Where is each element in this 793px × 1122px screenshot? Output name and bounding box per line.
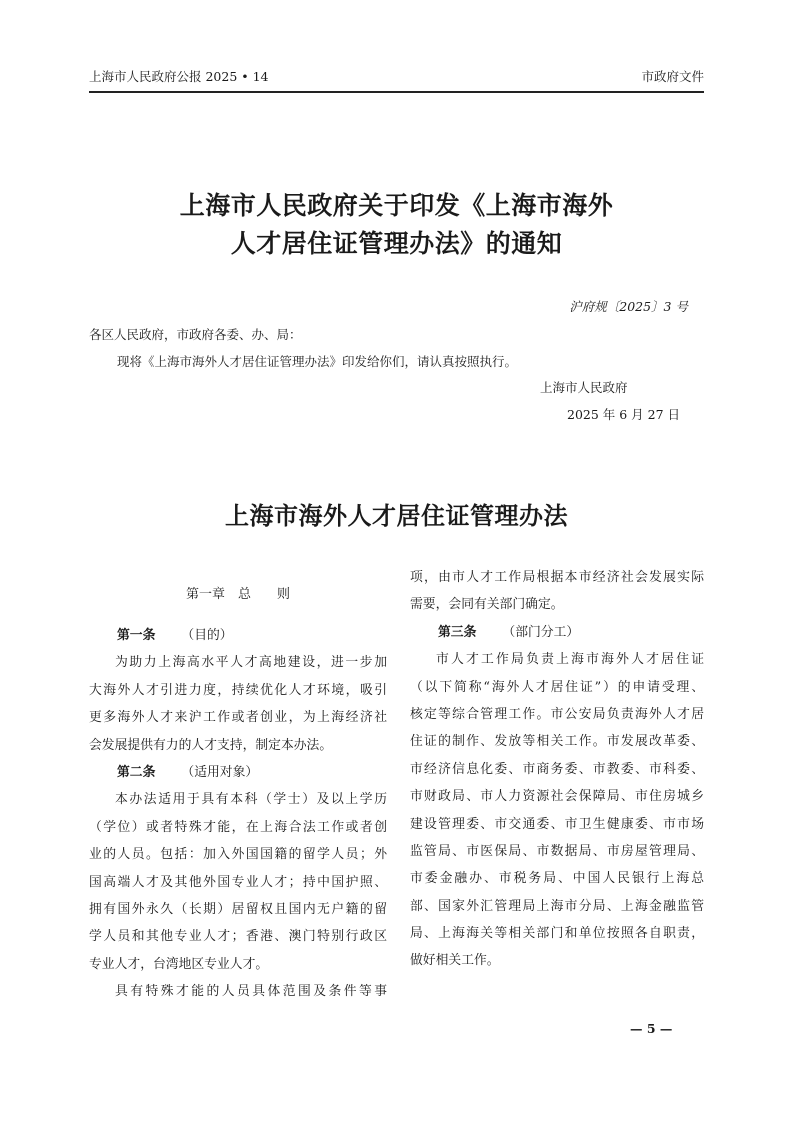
text-line: 为助力上海高水平人才高地建设，进一步加	[115, 655, 387, 671]
text-line: 需要，会同有关部门确定。	[410, 597, 564, 613]
measures-title: 上海市海外人才居住证管理办法	[225, 501, 568, 530]
article-number: 第三条	[438, 624, 477, 640]
article-number: 第二条	[117, 764, 156, 780]
text-line: 部、国家外汇管理局上海市分局、上海金融监管	[410, 898, 704, 914]
text-line: 建设管理委、市交通委、市卫生健康委、市市场	[410, 816, 704, 832]
text-line: 学人员和其他专业人才；香港、澳门特别行政区	[89, 929, 387, 945]
text-line: 拥有国外永久（长期）居留权且国内无户籍的留	[89, 901, 387, 917]
text-line: 专业人才，台湾地区专业人才。	[89, 956, 269, 972]
text-line: （学位）或者特殊才能，在上海合法工作或者创	[89, 819, 387, 835]
chapter-heading: 第一章 总 则	[185, 587, 290, 602]
text-line: 业的人员。包括：加入外国国籍的留学人员；外	[89, 847, 387, 863]
notice-title-line1: 上海市人民政府关于印发《上海市海外	[179, 191, 614, 220]
text-line: 本办法适用于具有本科（学士）及以上学历	[115, 792, 387, 808]
article-heading	[89, 759, 387, 786]
text-line: 更多海外人才来沪工作或者创业，为上海经济社	[89, 710, 387, 726]
text-line: 具有特殊才能的人员具体范围及条件等事	[115, 984, 387, 1000]
right-column	[410, 564, 704, 975]
header-rule	[89, 91, 704, 93]
article-heading	[410, 619, 704, 646]
article-heading	[89, 622, 387, 649]
addressee: 各区人民政府，市政府各委、办、局：	[89, 327, 302, 342]
text-line: 会发展提供有力的人才支持，制定本办法。	[89, 737, 333, 753]
article-topic: （部门分工）	[502, 624, 580, 640]
page-number: — 5 —	[630, 1021, 673, 1036]
left-column	[89, 622, 387, 1005]
article-number: 第一条	[117, 628, 156, 643]
running-header-right: 市政府文件	[641, 69, 704, 84]
article-topic: （适用对象）	[181, 764, 259, 780]
running-header-left: 上海市人民政府公报 2025 • 14	[89, 69, 269, 84]
text-line: 市经济信息化委、市商务委、市教委、市科委、	[410, 761, 704, 777]
article-topic: （目的）	[181, 628, 233, 643]
issuer: 上海市人民政府	[540, 380, 628, 395]
issue-date: 2025 年 6 月 27 日	[567, 407, 681, 422]
text-line: 市人才工作局负责上海市海外人才居住证	[436, 652, 704, 668]
notice-body: 现将《上海市海外人才居住证管理办法》印发给你们，请认真按照执行。	[117, 354, 518, 369]
document-number: 沪府规〔2025〕3 号	[569, 299, 688, 314]
text-line: 住证的制作、发放等相关工作。市发展改革委、	[410, 734, 704, 750]
text-line: 做好相关工作。	[410, 953, 500, 969]
text-line: 项，由市人才工作局根据本市经济社会发展实际	[410, 570, 704, 585]
text-line: 大海外人才引进力度，持续优化人才环境，吸引	[89, 682, 387, 698]
text-line: 国高端人才及其他外国专业人才；持中国护照、	[89, 874, 387, 890]
text-line: 市委金融办、市税务局、中国人民银行上海总	[410, 871, 704, 887]
text-line: 核定等综合管理工作。市公安局负责海外人才居	[410, 706, 704, 722]
notice-title-line2: 人才居住证管理办法》的通知	[230, 229, 563, 258]
text-line: 监管局、市医保局、市数据局、市房屋管理局、	[410, 843, 704, 859]
text-line: （以下简称“海外人才居住证”）的申请受理、	[410, 679, 704, 695]
text-line: 市财政局、市人力资源社会保障局、市住房城乡	[410, 789, 704, 805]
text-line: 局、上海海关等相关部门和单位按照各自职责，	[410, 926, 704, 942]
